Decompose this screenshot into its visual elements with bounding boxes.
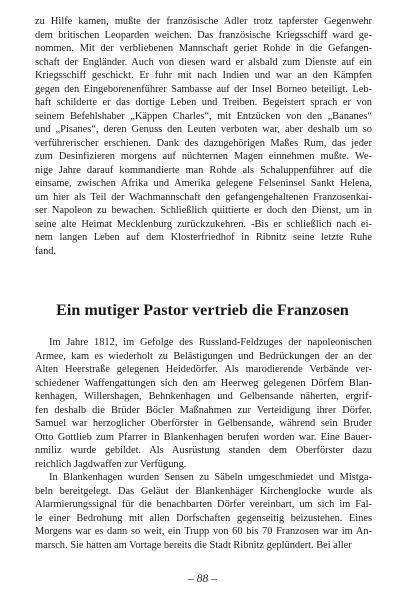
top-line: dem britischen Leoparden weichen. Das französische Kriegsschiff ward ge- — [35, 29, 372, 41]
top-line: gegen den Eingeborenenführer Sambasse auf der Insel Borneo beteiligt. Leb- — [35, 83, 372, 95]
top-line: nige Jahre darauf kommandierte man Rohde als Schaluppenführer auf die — [35, 164, 372, 176]
top-line: fand. — [35, 245, 57, 257]
top-line: einsame, zwischen Afrika und Amerika gelegene Felseninsel Sankt Helena, — [35, 178, 372, 189]
bottom-line: Morgens war es dann so weit, ein Trupp von 60 bis 70 Franzosen war im An- — [35, 526, 372, 537]
top-line: verführerischer erschienen. Dank des dazugehörigen Maßes Rum, das jeder — [35, 137, 372, 149]
bottom-line: le einer Bedrohung mit allen Dorfschaften gegenseitig beizustehen. Eines — [35, 512, 372, 524]
bottom-line: Armee, kam es wiederholt zu Belästigungen und Bedrückungen der an der — [35, 350, 372, 362]
bottom-line: reichlich Jagdwaffen zur Verfügung. — [35, 458, 187, 470]
bottom-line: Im Jahre 1812, im Gefolge des Russland-Feldzuges der napoleonischen — [49, 337, 372, 348]
bottom-line: kenhagen, Willershagen, Behnkenhagen und Gelbensande näherten, ergrif- — [35, 391, 372, 402]
top-paragraph — [35, 15, 372, 258]
bottom-line: In Blankenhagen wurden Sensen zu Säbeln umgeschmiedet und Mistga- — [49, 472, 372, 483]
top-line: seinem Befehlshaber „Käppen Charles“, mit Entzücken von den „Bananes“ — [35, 110, 372, 122]
top-line: nem langen Leben auf dem Klosterfriedhof in Ribnitz seine letzte Ruhe — [35, 232, 372, 243]
bottom-line: Alarmierungssignal für die benachbarten Dörfer vereinbart, um sich im Fal- — [35, 499, 372, 510]
bottom-line: Otto Gottlieb zum Pfarrer in Blankenhagen berufen worden war. Eine Bauer- — [35, 431, 372, 443]
top-line: nommen. Mit der verbliebenen Mannschaft geriet Rohde in die Gefangen- — [35, 43, 372, 54]
bottom-line: nmiliz wurde gebildet. Als Ausrüstung standen dem Oberförster dazu — [35, 445, 372, 456]
top-line: um hier als Teil der Wachmannschaft den gefangengehaltenen Franzosenkai- — [35, 191, 372, 203]
section-heading: Ein mutiger Pastor vertrieb die Franzosen — [56, 302, 349, 319]
top-line: Kriegsschiff geschickt. Er fuhr mit nach Indien und war an den Kämpfen — [35, 70, 372, 81]
section-body — [35, 336, 372, 552]
bottom-line: schiedener Waffengattungen sich den am Heerweg gelegenen Dörfern Blan- — [35, 377, 372, 389]
bottom-line: fen deshalb die Brüder Böcler Maßnahmen zur Verteidigung ihrer Dörfer. — [35, 404, 372, 416]
top-line: seine alte Heimat Mecklenburg zurückzukehren. -Bis er schließlich nach ei- — [35, 218, 372, 230]
top-line: und „Pisanes“, deren Genuss den Leuten verboten war, aber deshalb um so — [35, 124, 372, 135]
top-line: haft schilderte er das dortige Leben und Treiben. Begeistert sprach er von — [35, 97, 372, 108]
top-line: zum Desinfizieren morgens auf nüchternen Magen einnehmen mußte. We- — [35, 151, 372, 162]
page-number: – 88 – — [188, 573, 217, 585]
bottom-line: Alten Heerstraße gelegenen Heidedörfer. Als marodierende Verbände ver- — [35, 364, 372, 375]
top-line: schaft der Engländer. Auch von diesen ward er alsbald zum Dienste auf ein — [35, 56, 372, 68]
bottom-line: marsch. Sie hatten am Vortage bereits die Stadt Ribnitz geplündert. Bei aller — [35, 539, 352, 551]
bottom-line: Samuel war herzoglicher Oberförster in Gelbensande, während sein Bruder — [35, 418, 372, 429]
bottom-line: beln bereitgelegt. Das Geläut der Blankenhäger Kirchenglocke wurde als — [35, 485, 372, 497]
top-line: ser Napoleon zu bewachen. Schließlich quittierte er doch den Dienst, um in — [35, 205, 372, 216]
top-line: zu Hilfe kamen, mußte der französische Adler trotz tapferster Gegenwehr — [35, 16, 372, 27]
